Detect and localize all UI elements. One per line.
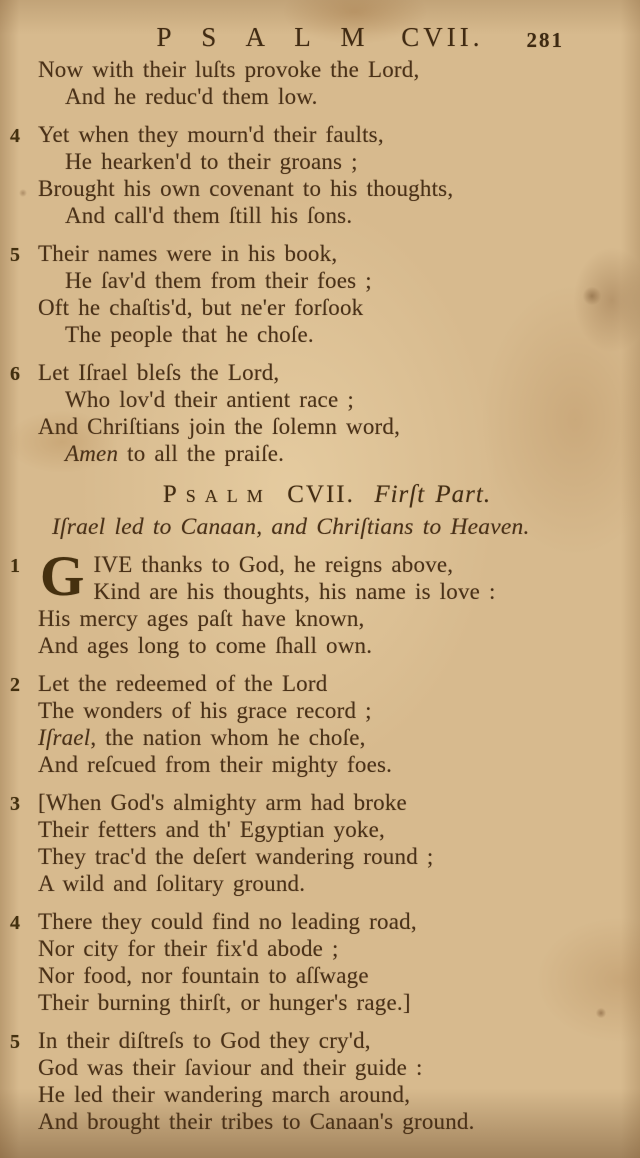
verse-number: 1 <box>10 555 21 577</box>
running-header <box>0 22 640 56</box>
verse-line <box>38 724 616 751</box>
part-heading-number: CVII. <box>287 481 355 508</box>
part-subtitle: Iſrael led to Canaan, and Chriſtians to Heaven. <box>52 514 530 540</box>
verse-line: And Chriſtians join the ſolemn word, <box>38 414 401 439</box>
verse-line: They trac'd the deſert wandering round ; <box>38 844 434 869</box>
verse-line: Their burning thirſt, or hunger's rage.] <box>38 990 411 1015</box>
verse-line: His mercy ages paſt have known, <box>38 606 365 631</box>
stanza-p1-5 <box>10 1027 616 1135</box>
stanza-4 <box>10 121 616 229</box>
psalm-header-number: CVII. <box>401 22 484 52</box>
verse-line: And call'd them ſtill his ſons. <box>65 203 353 228</box>
verse-line: And ages long to come ſhall own. <box>38 633 373 658</box>
verse-line: The people that he choſe. <box>65 322 314 347</box>
verse-line: God was their ſaviour and their guide : <box>38 1055 423 1080</box>
verse-line: IVE thanks to God, he reigns above, <box>93 552 454 577</box>
verse-line: And reſcued from their mighty foes. <box>38 752 393 777</box>
verse-line: Now with their luſts provoke the Lord, <box>38 57 420 82</box>
israel-italic: Iſrael <box>38 725 91 750</box>
verse-line: Oft he chaſtis'd, but ne'er forſook <box>38 295 364 320</box>
stanza-p1-2 <box>10 670 616 778</box>
verse-line: Let the redeemed of the Lord <box>38 671 328 696</box>
verse-line: He hearken'd to their groans ; <box>65 149 358 174</box>
verse-line: [When God's almighty arm had broke <box>38 790 407 815</box>
stanza-continuation <box>38 56 616 110</box>
stanza-5 <box>10 240 616 348</box>
verse-line: And brought their tribes to Canaan's ground. <box>38 1109 475 1134</box>
verse-number: 5 <box>10 1031 21 1053</box>
verse-line <box>38 440 616 467</box>
verse-line: Kind are his thoughts, his name is love : <box>93 579 496 604</box>
verse-number: 2 <box>10 674 21 696</box>
verse-line: Let Iſrael bleſs the Lord, <box>38 360 280 385</box>
amen-italic: Amen <box>65 441 119 466</box>
verse-line: Nor food, nor fountain to aſſwage <box>38 963 369 988</box>
verse-number: 6 <box>10 363 21 385</box>
verse-line: And he reduc'd them low. <box>65 84 318 109</box>
drop-cap: G <box>40 545 85 608</box>
verse-number: 3 <box>10 793 21 815</box>
verse-line-rest: , the nation whom he choſe, <box>90 725 366 750</box>
verse-line: In their diſtreſs to God they cry'd, <box>38 1028 371 1053</box>
verse-line: He ſav'd them from their foes ; <box>65 268 372 293</box>
verse-number: 4 <box>10 125 21 147</box>
verse-line: A wild and ſolitary ground. <box>38 871 306 896</box>
verse-line: Brought his own covenant to his thoughts, <box>38 176 454 201</box>
page-number: 281 <box>526 28 564 52</box>
verse-line: He led their wandering march around, <box>38 1082 411 1107</box>
stanza-6 <box>10 359 616 467</box>
verse-line-rest: to all the praiſe. <box>118 441 285 466</box>
verse-line: There they could find no leading road, <box>38 909 417 934</box>
verse-line: Their fetters and th' Egyptian yoke, <box>38 817 385 842</box>
verse-line: The wonders of his grace record ; <box>38 698 372 723</box>
stanza-p1-4 <box>10 908 616 1016</box>
part-heading-psalm: Psalm <box>162 481 272 508</box>
stanza-p1-3 <box>10 789 616 897</box>
psalm-text-block <box>10 56 616 1146</box>
verse-number: 4 <box>10 912 21 934</box>
verse-number: 5 <box>10 244 21 266</box>
psalm-header-label: P S A L M <box>156 22 377 52</box>
verse-line: Who lov'd their antient race ; <box>65 387 354 412</box>
verse-line: Nor city for their fix'd abode ; <box>38 936 339 961</box>
verse-line: Yet when they mourn'd their faults, <box>38 122 384 147</box>
part-heading <box>38 481 616 508</box>
verse-line: Their names were in his book, <box>38 241 338 266</box>
stanza-p1-1 <box>10 545 616 659</box>
part-heading-part: Firſt Part. <box>374 481 492 508</box>
